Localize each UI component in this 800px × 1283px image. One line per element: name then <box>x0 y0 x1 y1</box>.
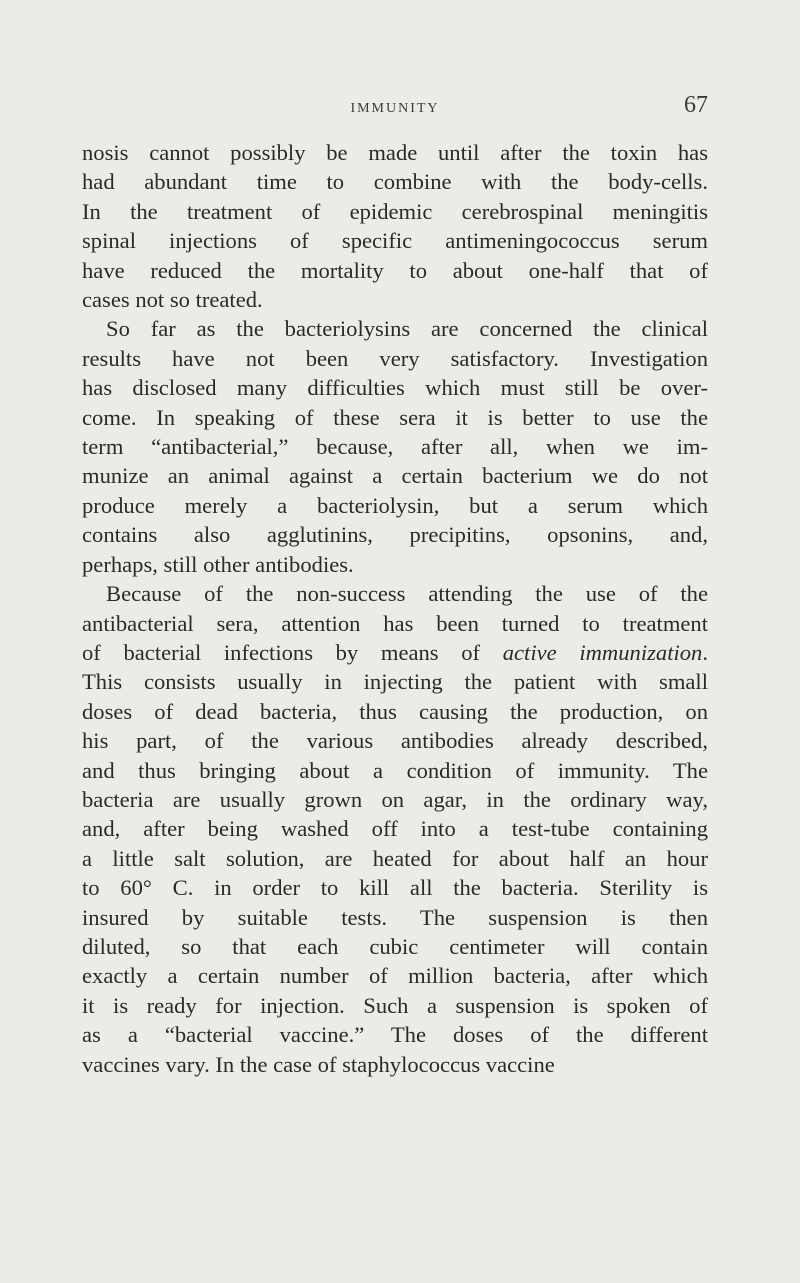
text-line: This consists usually in injecting the patient with small <box>82 669 708 695</box>
text-line: term “antibacterial,” because, after all, when we im- <box>82 434 708 460</box>
text-line: munize an animal against a certain bacterium we do not <box>82 463 708 489</box>
text-line: spinal injections of specific antimeningococcus serum <box>82 228 708 254</box>
text-line: vaccines vary. In the case of staphylococcus vaccine <box>82 1051 555 1077</box>
text-line: perhaps, still other antibodies. <box>82 551 354 577</box>
text-line: So far as the bacteriolysins are concerned the clinical <box>106 316 708 342</box>
text-line: have reduced the mortality to about one-half that of <box>82 257 708 283</box>
emphasis-after: . <box>702 639 708 665</box>
body-text <box>82 138 708 1079</box>
text-line: and thus bringing about a condition of immunity. The <box>82 757 708 783</box>
paragraph <box>82 138 708 314</box>
text-line: and, after being washed off into a test-tube containing <box>82 816 708 842</box>
text-line <box>82 638 708 667</box>
text-line: nosis cannot possibly be made until after the toxin has <box>82 140 708 165</box>
text-line: his part, of the various antibodies already described, <box>82 728 708 754</box>
emphasis-italic: active immunization <box>502 639 703 665</box>
text-line: contains also agglutinins, precipitins, opsonins, and, <box>82 522 708 548</box>
text-line: to 60° C. in order to kill all the bacteria. Sterility is <box>82 875 708 901</box>
running-head <box>82 92 708 122</box>
text-line: In the treatment of epidemic cerebrospinal meningitis <box>82 198 708 224</box>
text-line: produce merely a bacteriolysin, but a serum which <box>82 492 708 518</box>
text-line: diluted, so that each cubic centimeter will contain <box>82 933 708 959</box>
text-line: cases not so treated. <box>82 287 263 313</box>
text-line: doses of dead bacteria, thus causing the production, on <box>82 698 708 724</box>
text-line: antibacterial sera, attention has been turned to treatment <box>82 610 708 636</box>
page-number: 67 <box>684 92 708 118</box>
paragraph <box>82 314 708 579</box>
text-line: results have not been very satisfactory. Investigation <box>82 345 708 371</box>
text-line: insured by suitable tests. The suspension is then <box>82 904 708 930</box>
running-title: IMMUNITY <box>350 101 440 116</box>
text-line: exactly a certain number of million bacteria, after which <box>82 963 708 989</box>
emphasis-before: of bacterial infections by means of <box>82 639 503 665</box>
text-line: a little salt solution, are heated for about half an hour <box>82 845 708 871</box>
text-line: has disclosed many difficulties which must still be over- <box>82 375 708 401</box>
paragraph <box>82 579 708 1079</box>
text-line: had abundant time to combine with the body-cells. <box>82 169 708 195</box>
text-line: as a “bacterial vaccine.” The doses of the different <box>82 1022 708 1048</box>
text-line: come. In speaking of these sera it is better to use the <box>82 404 708 430</box>
text-line: it is ready for injection. Such a suspension is spoken of <box>82 992 708 1018</box>
text-line: Because of the non-success attending the use of the <box>106 581 708 607</box>
text-line: bacteria are usually grown on agar, in the ordinary way, <box>82 786 708 812</box>
